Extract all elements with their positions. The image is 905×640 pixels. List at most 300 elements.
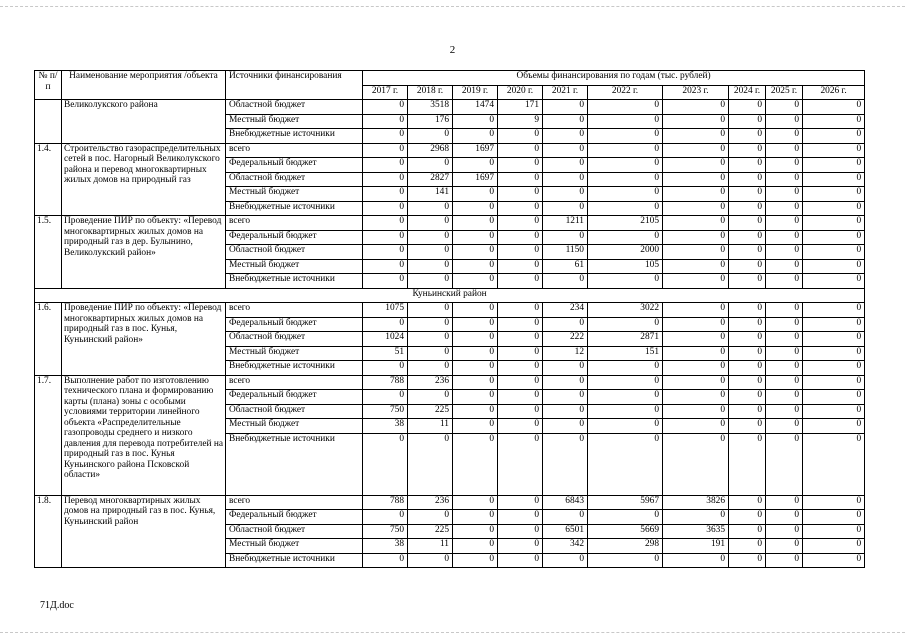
header-row-1 — [35, 71, 865, 86]
funding-source: Федеральный бюджет — [226, 317, 363, 332]
amount-cell: 0 — [766, 245, 803, 260]
amount-cell: 0 — [766, 375, 803, 390]
amount-cell: 0 — [453, 129, 498, 144]
amount-cell: 0 — [543, 114, 588, 129]
amount-cell: 0 — [588, 419, 663, 434]
amount-cell: 0 — [663, 274, 729, 289]
amount-cell: 0 — [663, 143, 729, 158]
funding-source: Местный бюджет — [226, 114, 363, 129]
funding-source: всего — [226, 495, 363, 510]
amount-cell: 2000 — [588, 245, 663, 260]
item-number: 1.6. — [35, 303, 62, 376]
amount-cell: 0 — [588, 187, 663, 202]
scan-edge-bottom — [0, 632, 905, 633]
amount-cell: 0 — [588, 230, 663, 245]
header-source: Источники финансирования — [226, 71, 363, 100]
amount-cell: 0 — [543, 129, 588, 144]
amount-cell: 0 — [803, 419, 865, 434]
amount-cell: 0 — [729, 375, 766, 390]
amount-cell: 0 — [729, 332, 766, 347]
funding-source: Федеральный бюджет — [226, 390, 363, 405]
amount-cell: 0 — [663, 361, 729, 376]
amount-cell: 0 — [363, 201, 408, 216]
header-year: 2018 г. — [408, 85, 453, 100]
amount-cell: 0 — [729, 539, 766, 554]
amount-cell: 0 — [803, 433, 865, 495]
amount-cell: 0 — [498, 158, 543, 173]
amount-cell: 0 — [588, 201, 663, 216]
amount-cell: 0 — [766, 404, 803, 419]
amount-cell: 0 — [766, 495, 803, 510]
amount-cell: 0 — [498, 332, 543, 347]
amount-cell: 0 — [408, 433, 453, 495]
amount-cell: 0 — [803, 187, 865, 202]
amount-cell: 0 — [803, 510, 865, 525]
amount-cell: 298 — [588, 539, 663, 554]
amount-cell: 0 — [543, 274, 588, 289]
amount-cell: 0 — [408, 510, 453, 525]
amount-cell: 0 — [803, 201, 865, 216]
funding-source: Местный бюджет — [226, 187, 363, 202]
funding-source: Областной бюджет — [226, 332, 363, 347]
amount-cell: 3518 — [408, 100, 453, 115]
amount-cell: 0 — [803, 100, 865, 115]
item-number: 1.5. — [35, 216, 62, 289]
amount-cell: 0 — [453, 539, 498, 554]
amount-cell: 0 — [729, 129, 766, 144]
amount-cell: 0 — [663, 390, 729, 405]
amount-cell: 0 — [363, 317, 408, 332]
amount-cell: 0 — [408, 303, 453, 318]
amount-cell: 176 — [408, 114, 453, 129]
amount-cell: 0 — [543, 419, 588, 434]
amount-cell: 2968 — [408, 143, 453, 158]
amount-cell: 0 — [588, 172, 663, 187]
amount-cell: 0 — [498, 510, 543, 525]
amount-cell: 0 — [408, 317, 453, 332]
amount-cell: 0 — [453, 201, 498, 216]
amount-cell: 0 — [729, 510, 766, 525]
amount-cell: 0 — [803, 114, 865, 129]
amount-cell: 0 — [498, 524, 543, 539]
amount-cell: 0 — [729, 317, 766, 332]
amount-cell: 0 — [408, 245, 453, 260]
amount-cell: 0 — [543, 404, 588, 419]
amount-cell: 0 — [363, 129, 408, 144]
amount-cell: 0 — [729, 553, 766, 568]
funding-source: Федеральный бюджет — [226, 158, 363, 173]
amount-cell: 0 — [363, 114, 408, 129]
funding-source: Местный бюджет — [226, 539, 363, 554]
amount-cell: 0 — [766, 187, 803, 202]
amount-cell: 51 — [363, 346, 408, 361]
amount-cell: 222 — [543, 332, 588, 347]
amount-cell: 0 — [663, 375, 729, 390]
table-row — [35, 216, 865, 231]
amount-cell: 0 — [588, 433, 663, 495]
item-name: Строительство газораспределительных сетей в пос. Нагорный Великолукского района и перевод многоквартирных жилых домов на природный газ — [62, 143, 226, 216]
funding-source: всего — [226, 216, 363, 231]
funding-source: Внебюджетные источники — [226, 274, 363, 289]
amount-cell: 0 — [729, 495, 766, 510]
header-year: 2023 г. — [663, 85, 729, 100]
funding-source: всего — [226, 303, 363, 318]
amount-cell: 0 — [363, 172, 408, 187]
amount-cell: 0 — [803, 495, 865, 510]
amount-cell: 0 — [766, 274, 803, 289]
amount-cell: 0 — [766, 114, 803, 129]
amount-cell: 0 — [588, 100, 663, 115]
amount-cell: 0 — [729, 404, 766, 419]
amount-cell: 0 — [803, 317, 865, 332]
amount-cell: 0 — [729, 524, 766, 539]
amount-cell: 0 — [663, 245, 729, 260]
amount-cell: 0 — [453, 419, 498, 434]
amount-cell: 0 — [588, 129, 663, 144]
amount-cell: 788 — [363, 495, 408, 510]
amount-cell: 0 — [408, 259, 453, 274]
funding-source: всего — [226, 375, 363, 390]
amount-cell: 0 — [766, 129, 803, 144]
amount-cell: 0 — [498, 230, 543, 245]
district-row — [35, 288, 865, 303]
amount-cell: 0 — [663, 172, 729, 187]
item-number: 1.7. — [35, 375, 62, 495]
table-row — [35, 495, 865, 510]
amount-cell: 0 — [803, 230, 865, 245]
amount-cell: 0 — [663, 129, 729, 144]
amount-cell: 0 — [663, 419, 729, 434]
amount-cell: 0 — [453, 553, 498, 568]
amount-cell: 0 — [663, 433, 729, 495]
amount-cell: 0 — [408, 274, 453, 289]
amount-cell: 105 — [588, 259, 663, 274]
funding-source: Областной бюджет — [226, 524, 363, 539]
amount-cell: 0 — [498, 129, 543, 144]
amount-cell: 0 — [766, 100, 803, 115]
funding-source: Местный бюджет — [226, 346, 363, 361]
header-year: 2026 г. — [803, 85, 865, 100]
amount-cell: 0 — [729, 303, 766, 318]
amount-cell: 0 — [803, 259, 865, 274]
amount-cell: 1211 — [543, 216, 588, 231]
amount-cell: 0 — [729, 274, 766, 289]
amount-cell: 0 — [766, 259, 803, 274]
amount-cell: 0 — [663, 404, 729, 419]
amount-cell: 0 — [588, 114, 663, 129]
amount-cell: 3826 — [663, 495, 729, 510]
amount-cell: 0 — [766, 524, 803, 539]
amount-cell: 0 — [766, 303, 803, 318]
amount-cell: 0 — [766, 510, 803, 525]
table-row — [35, 303, 865, 318]
amount-cell: 6501 — [543, 524, 588, 539]
amount-cell: 0 — [766, 346, 803, 361]
amount-cell: 0 — [766, 553, 803, 568]
amount-cell: 0 — [363, 245, 408, 260]
funding-source: Областной бюджет — [226, 404, 363, 419]
amount-cell: 0 — [729, 419, 766, 434]
amount-cell: 151 — [588, 346, 663, 361]
amount-cell: 0 — [543, 100, 588, 115]
amount-cell: 0 — [408, 332, 453, 347]
item-name: Проведение ПИР по объекту: «Перевод многоквартирных жилых домов на природный газ в пос. Кунья, Куньинский район» — [62, 303, 226, 376]
amount-cell: 0 — [729, 230, 766, 245]
amount-cell: 0 — [498, 201, 543, 216]
amount-cell: 0 — [766, 433, 803, 495]
amount-cell: 0 — [588, 404, 663, 419]
amount-cell: 0 — [803, 245, 865, 260]
amount-cell: 0 — [588, 375, 663, 390]
table-row — [35, 100, 865, 115]
amount-cell: 0 — [803, 216, 865, 231]
amount-cell: 0 — [408, 230, 453, 245]
amount-cell: 0 — [498, 390, 543, 405]
amount-cell: 0 — [766, 158, 803, 173]
funding-source: Внебюджетные источники — [226, 433, 363, 495]
amount-cell: 0 — [453, 495, 498, 510]
amount-cell: 0 — [543, 172, 588, 187]
amount-cell: 0 — [498, 419, 543, 434]
amount-cell: 0 — [729, 216, 766, 231]
table-body — [35, 71, 865, 568]
amount-cell: 0 — [663, 187, 729, 202]
item-number — [35, 100, 62, 144]
amount-cell: 0 — [543, 187, 588, 202]
amount-cell: 750 — [363, 524, 408, 539]
amount-cell: 0 — [663, 216, 729, 231]
amount-cell: 1697 — [453, 143, 498, 158]
amount-cell: 0 — [408, 201, 453, 216]
amount-cell: 1697 — [453, 172, 498, 187]
amount-cell: 11 — [408, 419, 453, 434]
amount-cell: 0 — [803, 375, 865, 390]
amount-cell: 38 — [363, 419, 408, 434]
amount-cell: 0 — [663, 230, 729, 245]
item-name: Проведение ПИР по объекту: «Перевод многоквартирных жилых домов на природный газ в дер. Булынино, Великолукский район» — [62, 216, 226, 289]
amount-cell: 0 — [729, 172, 766, 187]
amount-cell: 2871 — [588, 332, 663, 347]
amount-cell: 0 — [729, 158, 766, 173]
amount-cell: 0 — [588, 143, 663, 158]
amount-cell: 0 — [588, 510, 663, 525]
amount-cell: 0 — [498, 187, 543, 202]
amount-cell: 0 — [588, 361, 663, 376]
amount-cell: 0 — [729, 361, 766, 376]
amount-cell: 0 — [663, 317, 729, 332]
amount-cell: 0 — [803, 361, 865, 376]
amount-cell: 0 — [803, 303, 865, 318]
amount-cell: 0 — [498, 216, 543, 231]
amount-cell: 0 — [453, 303, 498, 318]
amount-cell: 1024 — [363, 332, 408, 347]
amount-cell: 0 — [803, 158, 865, 173]
item-name: Перевод многоквартирных жилых домов на природный газ в пос. Кунья, Куньинский район — [62, 495, 226, 568]
funding-source: Областной бюджет — [226, 172, 363, 187]
amount-cell: 0 — [803, 346, 865, 361]
funding-source: Внебюджетные источники — [226, 553, 363, 568]
amount-cell: 0 — [453, 158, 498, 173]
amount-cell: 0 — [363, 433, 408, 495]
amount-cell: 3635 — [663, 524, 729, 539]
amount-cell: 0 — [363, 216, 408, 231]
amount-cell: 61 — [543, 259, 588, 274]
amount-cell: 0 — [498, 553, 543, 568]
item-name: Великолукского района — [62, 100, 226, 144]
amount-cell: 0 — [453, 230, 498, 245]
amount-cell: 0 — [663, 332, 729, 347]
funding-source: Внебюджетные источники — [226, 201, 363, 216]
amount-cell: 0 — [453, 317, 498, 332]
amount-cell: 0 — [363, 230, 408, 245]
amount-cell: 6843 — [543, 495, 588, 510]
header-year: 2024 г. — [729, 85, 766, 100]
amount-cell: 0 — [729, 143, 766, 158]
amount-cell: 1150 — [543, 245, 588, 260]
amount-cell: 0 — [408, 361, 453, 376]
page-number: 2 — [449, 44, 456, 56]
amount-cell: 0 — [543, 553, 588, 568]
amount-cell: 0 — [453, 245, 498, 260]
amount-cell: 0 — [663, 158, 729, 173]
header-year: 2019 г. — [453, 85, 498, 100]
header-year: 2020 г. — [498, 85, 543, 100]
amount-cell: 9 — [498, 114, 543, 129]
amount-cell: 0 — [408, 129, 453, 144]
amount-cell: 236 — [408, 375, 453, 390]
amount-cell: 191 — [663, 539, 729, 554]
funding-source: Областной бюджет — [226, 100, 363, 115]
amount-cell: 0 — [363, 361, 408, 376]
amount-cell: 0 — [408, 346, 453, 361]
amount-cell: 0 — [543, 230, 588, 245]
amount-cell: 0 — [588, 158, 663, 173]
amount-cell: 0 — [803, 404, 865, 419]
amount-cell: 788 — [363, 375, 408, 390]
amount-cell: 0 — [408, 158, 453, 173]
amount-cell: 0 — [543, 317, 588, 332]
amount-cell: 0 — [453, 346, 498, 361]
amount-cell: 0 — [543, 390, 588, 405]
amount-cell: 2827 — [408, 172, 453, 187]
amount-cell: 12 — [543, 346, 588, 361]
amount-cell: 0 — [453, 216, 498, 231]
amount-cell: 0 — [498, 317, 543, 332]
amount-cell: 1474 — [453, 100, 498, 115]
amount-cell: 0 — [363, 187, 408, 202]
amount-cell: 0 — [453, 433, 498, 495]
funding-source: всего — [226, 143, 363, 158]
amount-cell: 1075 — [363, 303, 408, 318]
amount-cell: 0 — [453, 332, 498, 347]
amount-cell: 0 — [663, 510, 729, 525]
amount-cell: 0 — [729, 245, 766, 260]
amount-cell: 0 — [498, 495, 543, 510]
table-row — [35, 375, 865, 390]
amount-cell: 0 — [663, 201, 729, 216]
amount-cell: 0 — [803, 172, 865, 187]
amount-cell: 0 — [766, 539, 803, 554]
amount-cell: 0 — [803, 553, 865, 568]
amount-cell: 171 — [498, 100, 543, 115]
amount-cell: 0 — [729, 346, 766, 361]
amount-cell: 0 — [729, 390, 766, 405]
amount-cell: 0 — [498, 375, 543, 390]
amount-cell: 38 — [363, 539, 408, 554]
amount-cell: 0 — [663, 346, 729, 361]
amount-cell: 0 — [766, 201, 803, 216]
header-name: Наименование мероприятия /объекта — [62, 71, 226, 100]
amount-cell: 11 — [408, 539, 453, 554]
amount-cell: 0 — [453, 510, 498, 525]
item-number: 1.8. — [35, 495, 62, 568]
funding-source: Внебюджетные источники — [226, 361, 363, 376]
amount-cell: 225 — [408, 404, 453, 419]
amount-cell: 0 — [498, 245, 543, 260]
amount-cell: 0 — [498, 259, 543, 274]
amount-cell: 342 — [543, 539, 588, 554]
amount-cell: 0 — [408, 390, 453, 405]
amount-cell: 0 — [766, 143, 803, 158]
item-name: Выполнение работ по изготовлению технического плана и формированию карты (плана) зоны с особыми условиями территории линейного объекта «Распределительные газопроводы среднего и низкого давления для перевода потребителей на природный газ в пос. Кунья Куньинского района Псковской области» — [62, 375, 226, 495]
funding-source: Внебюджетные источники — [226, 129, 363, 144]
amount-cell: 750 — [363, 404, 408, 419]
amount-cell: 0 — [453, 187, 498, 202]
amount-cell: 0 — [453, 390, 498, 405]
amount-cell: 0 — [803, 539, 865, 554]
amount-cell: 0 — [543, 361, 588, 376]
scan-edge-top — [0, 6, 905, 7]
amount-cell: 0 — [588, 390, 663, 405]
amount-cell: 0 — [363, 274, 408, 289]
header-year: 2022 г. — [588, 85, 663, 100]
amount-cell: 0 — [363, 143, 408, 158]
amount-cell: 0 — [363, 510, 408, 525]
header-volumes: Объемы финансирования по годам (тыс. рублей) — [363, 71, 865, 86]
amount-cell: 5669 — [588, 524, 663, 539]
amount-cell: 0 — [498, 172, 543, 187]
amount-cell: 0 — [498, 303, 543, 318]
amount-cell: 0 — [543, 510, 588, 525]
amount-cell: 0 — [453, 259, 498, 274]
amount-cell: 0 — [498, 539, 543, 554]
amount-cell: 0 — [408, 216, 453, 231]
amount-cell: 0 — [363, 553, 408, 568]
amount-cell: 0 — [408, 553, 453, 568]
header-year: 2025 г. — [766, 85, 803, 100]
amount-cell: 0 — [729, 201, 766, 216]
amount-cell: 0 — [729, 100, 766, 115]
amount-cell: 0 — [729, 433, 766, 495]
amount-cell: 0 — [663, 100, 729, 115]
amount-cell: 0 — [729, 114, 766, 129]
item-number: 1.4. — [35, 143, 62, 216]
amount-cell: 0 — [363, 100, 408, 115]
amount-cell: 0 — [766, 390, 803, 405]
amount-cell: 0 — [363, 259, 408, 274]
header-year: 2017 г. — [363, 85, 408, 100]
amount-cell: 5967 — [588, 495, 663, 510]
funding-source: Федеральный бюджет — [226, 510, 363, 525]
amount-cell: 0 — [803, 524, 865, 539]
funding-source: Местный бюджет — [226, 419, 363, 434]
amount-cell: 0 — [663, 114, 729, 129]
financing-table — [34, 70, 865, 568]
amount-cell: 0 — [803, 143, 865, 158]
amount-cell: 0 — [543, 433, 588, 495]
amount-cell: 0 — [663, 553, 729, 568]
amount-cell: 234 — [543, 303, 588, 318]
